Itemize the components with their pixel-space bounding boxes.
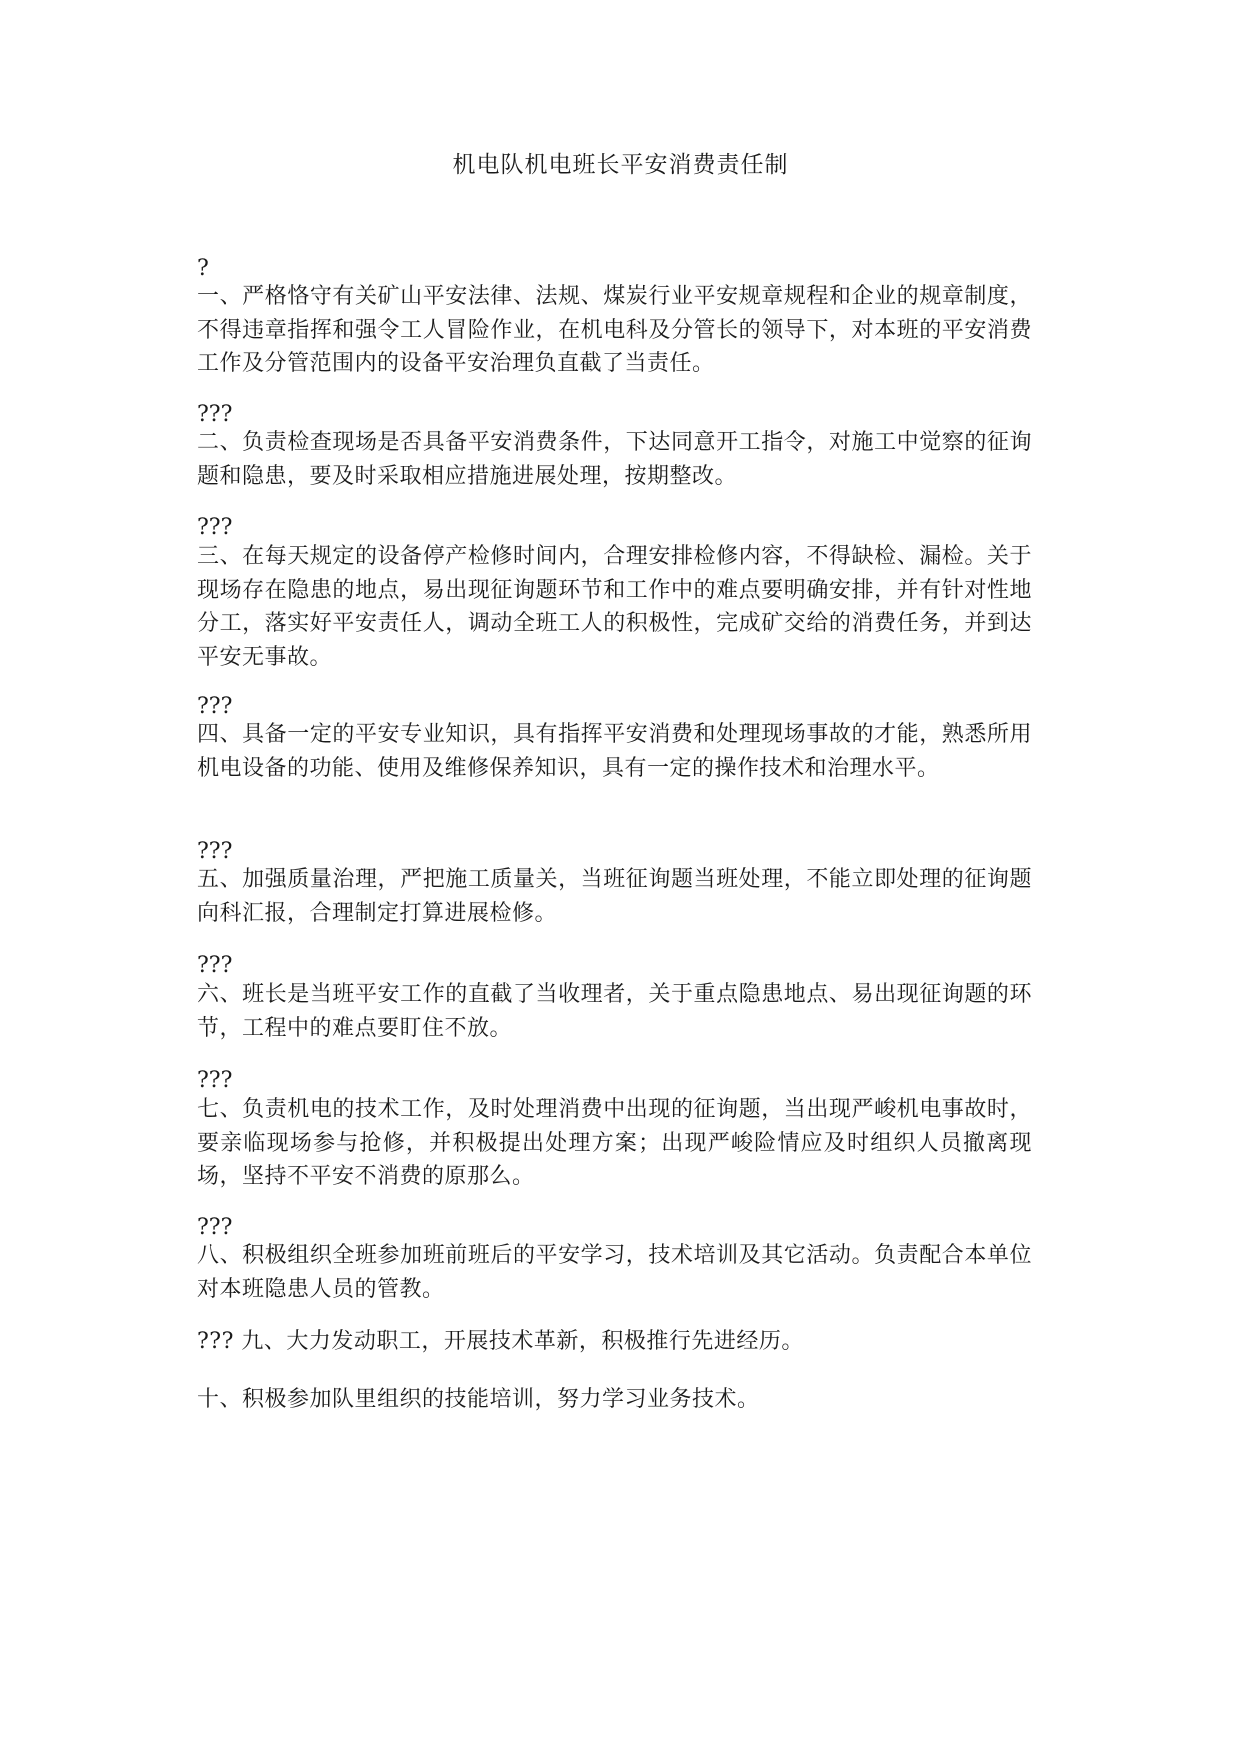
- section-2-text: 二、负责检查现场是否具备平安消费条件，下达同意开工指令，对施工中觉察的征询题和隐患，要及时采取相应措施进展处理，按期整改。: [197, 430, 1032, 489]
- section-marker: ???: [197, 953, 233, 978]
- section-9-text: ??? 九、大力发动职工，开展技术革新，积极推行先进经历。: [197, 1329, 804, 1354]
- section-marker: ???: [197, 839, 233, 864]
- section-5-text: 五、加强质量治理，严把施工质量关，当班征询题当班处理，不能立即处理的征询题向科汇报，合理制定打算进展检修。: [197, 867, 1032, 926]
- section-6-text: 六、班长是当班平安工作的直截了当收理者，关于重点隐患地点、易出现征询题的环节，工程中的难点要盯住不放。: [197, 982, 1032, 1041]
- section-8-text: 八、积极组织全班参加班前班后的平安学习，技术培训及其它活动。负责配合本单位对本班隐患人员的管教。: [197, 1243, 1032, 1302]
- section-10-text: 十、积极参加队里组织的技能培训，努力学习业务技术。: [197, 1387, 760, 1412]
- document-title: 机电队机电班长平安消费责任制: [452, 152, 789, 178]
- section-marker: ?: [197, 256, 209, 281]
- section-marker: ???: [197, 1329, 242, 1354]
- section-marker: ???: [197, 402, 233, 427]
- section-1-text: 一、严格恪守有关矿山平安法律、法规、煤炭行业平安规章规程和企业的规章制度，不得违章指挥和强令工人冒险作业，在机电科及分管长的领导下，对本班的平安消费工作及分管范围内的设备平安治理负直截了当责任。: [197, 284, 1032, 376]
- section-marker: ???: [197, 1068, 233, 1093]
- section-marker: ???: [197, 1215, 233, 1240]
- section-3-text: 三、在每天规定的设备停产检修时间内，合理安排检修内容，不得缺检、漏检。关于现场存在隐患的地点，易出现征询题环节和工作中的难点要明确安排，并有针对性地分工，落实好平安责任人，调动全班工人的积极性，完成矿交给的消费任务，并到达平安无事故。: [197, 544, 1032, 670]
- section-7-text: 七、负责机电的技术工作，及时处理消费中出现的征询题，当出现严峻机电事故时，要亲临现场参与抢修，并积极提出处理方案；出现严峻险情应及时组织人员撤离现场，坚持不平安不消费的原那么。: [197, 1097, 1032, 1189]
- section-marker: ???: [197, 515, 233, 540]
- section-marker: ???: [197, 694, 233, 719]
- section-4-text: 四、具备一定的平安专业知识，具有指挥平安消费和处理现场事故的才能，熟悉所用机电设备的功能、使用及维修保养知识，具有一定的操作技术和治理水平。: [197, 722, 1032, 781]
